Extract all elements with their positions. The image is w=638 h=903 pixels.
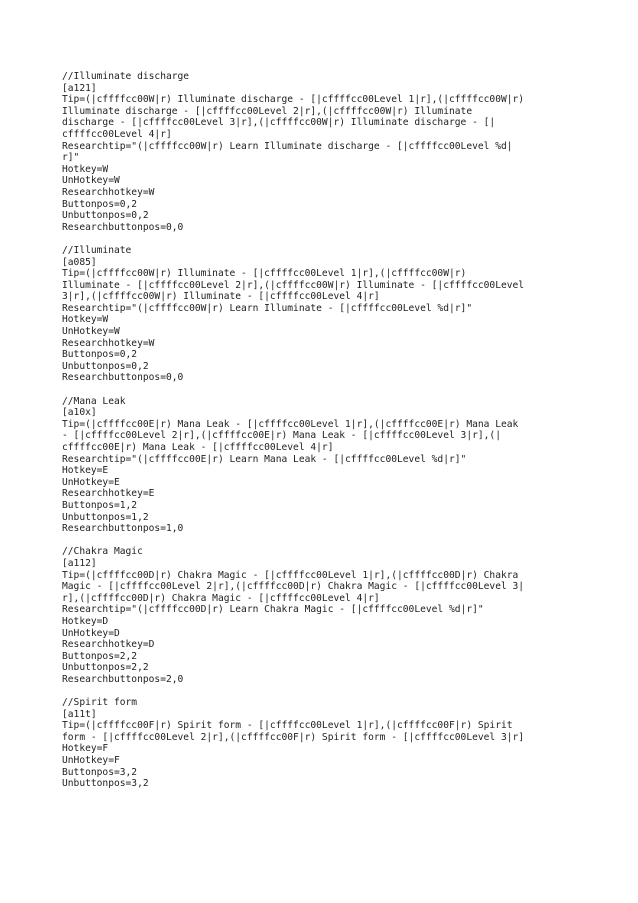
text-line: Researchtip="(|cffffcc00E|r) Learn Mana Leak - [|cffffcc00Level %d|r]" — [62, 453, 467, 465]
text-line: Hotkey=F — [62, 743, 109, 755]
blank-line — [62, 685, 582, 697]
text-line: Buttonpos=0,2 — [62, 198, 138, 210]
text-line: Tip=(|cffffcc00W|r) Illuminate - [|cffffcc00Level 1|r],(|cffffcc00W|r) — [62, 268, 467, 280]
text-line: UnHotkey=W — [62, 175, 120, 187]
text-line: Hotkey=W — [62, 163, 109, 175]
text-line: [a10x] — [62, 407, 97, 419]
text-line: 3|r],(|cffffcc00W|r) Illuminate - [|cffffcc00Level 4|r] — [62, 291, 380, 303]
blank-line — [62, 384, 582, 396]
text-line: Researchbuttonpos=0,0 — [62, 221, 184, 233]
blank-line — [62, 233, 582, 245]
text-line: UnHotkey=E — [62, 476, 120, 488]
text-line: Researchbuttonpos=0,0 — [62, 372, 184, 384]
text-line: Illuminate discharge - [|cffffcc00Level 2|r],(|cffffcc00W|r) Illuminate — [62, 105, 473, 117]
text-line: Buttonpos=3,2 — [62, 766, 138, 778]
text-line: r],(|cffffcc00D|r) Chakra Magic - [|cffffcc00Level 4|r] — [62, 592, 380, 604]
text-line: Hotkey=E — [62, 465, 109, 477]
text-line: [a11t] — [62, 708, 97, 720]
text-line: //Chakra Magic — [62, 546, 143, 558]
text-line: Buttonpos=2,2 — [62, 650, 138, 662]
text-line: Researchtip="(|cffffcc00W|r) Learn Illuminate - [|cffffcc00Level %d|r]" — [62, 302, 473, 314]
text-line: UnHotkey=W — [62, 326, 120, 338]
text-line: Researchbuttonpos=2,0 — [62, 673, 184, 685]
text-line: Hotkey=W — [62, 314, 109, 326]
text-line: discharge - [|cffffcc00Level 3|r],(|cffffcc00W|r) Illuminate discharge - [| — [62, 117, 496, 129]
text-line: //Spirit form — [62, 697, 138, 709]
text-line: Tip=(|cffffcc00E|r) Mana Leak - [|cffffcc00Level 1|r],(|cffffcc00E|r) Mana Leak — [62, 418, 519, 430]
text-line: Researchhotkey=W — [62, 337, 155, 349]
text-line: [a112] — [62, 557, 97, 569]
text-line: Magic - [|cffffcc00Level 2|r],(|cffffcc00D|r) Chakra Magic - [|cffffcc00Level 3| — [62, 581, 525, 593]
blank-line — [62, 535, 582, 547]
text-line: Researchtip="(|cffffcc00D|r) Learn Chakra Magic - [|cffffcc00Level %d|r]" — [62, 604, 484, 616]
text-line: Tip=(|cffffcc00W|r) Illuminate discharge - [|cffffcc00Level 1|r],(|cffffcc00W|r) — [62, 94, 525, 106]
text-line: Unbuttonpos=0,2 — [62, 210, 149, 222]
text-line: cffffcc00E|r) Mana Leak - [|cffffcc00Level 4|r] — [62, 442, 334, 453]
text-line: [a085] — [62, 256, 97, 268]
text-line: //Illuminate — [62, 244, 132, 256]
text-line: Tip=(|cffffcc00D|r) Chakra Magic - [|cffffcc00Level 1|r],(|cffffcc00D|r) Chakra — [62, 569, 519, 581]
document-page — [62, 71, 582, 790]
text-line: Researchbuttonpos=1,0 — [62, 523, 184, 535]
text-line: //Mana Leak — [62, 395, 126, 407]
text-line: Researchhotkey=D — [62, 639, 155, 651]
text-line: //Illuminate discharge — [62, 71, 190, 82]
text-line: UnHotkey=D — [62, 627, 120, 639]
text-line: Unbuttonpos=3,2 — [62, 778, 149, 790]
text-line: Unbuttonpos=1,2 — [62, 511, 149, 523]
text-line: cffffcc00Level 4|r] — [62, 128, 172, 140]
text-line: Buttonpos=0,2 — [62, 349, 138, 361]
text-line: Hotkey=D — [62, 615, 109, 627]
text-line: form - [|cffffcc00Level 2|r],(|cffffcc00F|r) Spirit form - [|cffffcc00Level 3|r] — [62, 731, 525, 743]
text-line: Researchtip="(|cffffcc00W|r) Learn Illuminate discharge - [|cffffcc00Level %d| — [62, 140, 513, 152]
text-line: Researchhotkey=E — [62, 488, 155, 500]
text-line: UnHotkey=F — [62, 755, 120, 767]
text-line: Buttonpos=1,2 — [62, 499, 138, 511]
text-line: Unbuttonpos=2,2 — [62, 662, 149, 674]
text-line: Researchhotkey=W — [62, 186, 155, 198]
text-line: - [|cffffcc00Level 2|r],(|cffffcc00E|r) Mana Leak - [|cffffcc00Level 3|r],(| — [62, 430, 501, 442]
text-line: [a121] — [62, 82, 97, 94]
text-line: r]" — [62, 152, 80, 164]
text-line: Illuminate - [|cffffcc00Level 2|r],(|cffffcc00W|r) Illuminate - [|cffffcc00Level — [62, 279, 525, 291]
text-line: Tip=(|cffffcc00F|r) Spirit form - [|cffffcc00Level 1|r],(|cffffcc00F|r) Spirit — [62, 720, 513, 732]
text-line: Unbuttonpos=0,2 — [62, 360, 149, 372]
